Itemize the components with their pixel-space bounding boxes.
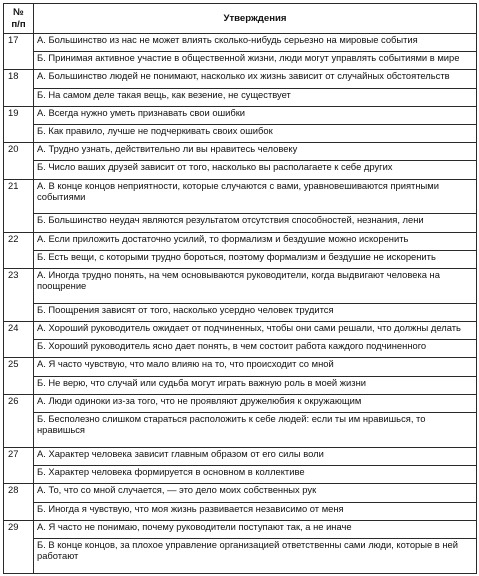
- table-row: [4, 447, 477, 465]
- table-row: [4, 52, 477, 70]
- row-number: 20: [4, 143, 34, 179]
- row-number: 27: [4, 447, 34, 483]
- statement-b: Б. Иногда я чувствую, что моя жизнь развивается независимо от меня: [34, 502, 477, 520]
- table-row: [4, 214, 477, 232]
- row-number: 22: [4, 232, 34, 268]
- statement-b: Б. Не верю, что случай или судьба могут играть важную роль в моей жизни: [34, 376, 477, 394]
- table-row: [4, 520, 477, 538]
- statement-a: А. Характер человека зависит главным образом от его силы воли: [34, 447, 477, 465]
- table-row: [4, 179, 477, 214]
- table-row: [4, 394, 477, 412]
- table-row: [4, 340, 477, 358]
- table-row: [4, 250, 477, 268]
- table-row: [4, 322, 477, 340]
- statement-a: А. Я часто не понимаю, почему руководители поступают так, а не иначе: [34, 520, 477, 538]
- table-row: [4, 502, 477, 520]
- row-number: 26: [4, 394, 34, 447]
- table-row: [4, 124, 477, 142]
- row-number: 23: [4, 268, 34, 321]
- row-number: 24: [4, 322, 34, 358]
- table-row: [4, 232, 477, 250]
- statement-b: Б. Большинство неудач являются результатом отсутствия способностей, незнания, лени: [34, 214, 477, 232]
- statement-b: Б. Поощрения зависят от того, насколько усердно человек трудится: [34, 303, 477, 321]
- statement-a: А. То, что со мной случается, — это дело моих собственных рук: [34, 484, 477, 502]
- row-number: 18: [4, 70, 34, 106]
- statement-a: А. Трудно узнать, действительно ли вы нравитесь человеку: [34, 143, 477, 161]
- table-row: [4, 34, 477, 52]
- statement-b: Б. Хороший руководитель ясно дает понять, в чем состоит работа каждого подчиненного: [34, 340, 477, 358]
- table-row: [4, 88, 477, 106]
- statement-a: А. Большинство людей не понимают, насколько их жизнь зависит от случайных обстоятельств: [34, 70, 477, 88]
- statement-a: А. Иногда трудно понять, на чем основываются руководители, когда выдвигают человека на поощрение: [34, 268, 477, 303]
- table-row: [4, 484, 477, 502]
- number-header-line2: п/п: [11, 18, 26, 30]
- table-body: [4, 34, 477, 574]
- table-row: [4, 268, 477, 303]
- statement-a: А. В конце концов неприятности, которые случаются с вами, уравновешиваются приятными событиями: [34, 179, 477, 214]
- statement-a: А. Хороший руководитель ожидает от подчиненных, чтобы они сами решали, что должны делать: [34, 322, 477, 340]
- statement-b: Б. Характер человека формируется в основном в коллективе: [34, 466, 477, 484]
- table-row: [4, 538, 477, 573]
- table-row: [4, 70, 477, 88]
- row-number: 25: [4, 358, 34, 394]
- table-row: [4, 303, 477, 321]
- row-number: 19: [4, 106, 34, 142]
- table-row: [4, 376, 477, 394]
- statement-a: А. Если приложить достаточно усилий, то формализм и бездушие можно искоренить: [34, 232, 477, 250]
- statement-b: Б. Число ваших друзей зависит от того, насколько вы располагаете к себе других: [34, 161, 477, 179]
- table-header-row: [4, 4, 477, 34]
- statement-b: Б. Как правило, лучше не подчеркивать своих ошибок: [34, 124, 477, 142]
- statement-a: А. Большинство из нас не может влиять сколько-нибудь серьезно на мировые события: [34, 34, 477, 52]
- statement-a: А. Всегда нужно уметь признавать свои ошибки: [34, 106, 477, 124]
- number-header-line1: №: [13, 7, 24, 18]
- statement-a: А. Я часто чувствую, что мало влияю на то, что происходит со мной: [34, 358, 477, 376]
- row-number: 17: [4, 34, 34, 70]
- statement-b: Б. Принимая активное участие в общественной жизни, люди могут управлять событиями в мире: [34, 52, 477, 70]
- statement-b: Б. На самом деле такая вещь, как везение, не существует: [34, 88, 477, 106]
- statement-a: А. Люди одиноки из-за того, что не проявляют дружелюбия к окружающим: [34, 394, 477, 412]
- statements-column-header: Утверждения: [34, 4, 477, 34]
- statement-b: Б. Бесполезно слишком стараться расположить к себе людей: если ты им нравишься, то нравишься: [34, 413, 477, 448]
- table-row: [4, 106, 477, 124]
- row-number: 21: [4, 179, 34, 232]
- number-column-header: [4, 4, 34, 34]
- table-row: [4, 358, 477, 376]
- statement-b: Б. Есть вещи, с которыми трудно бороться, поэтому формализм и бездушие не искоренить: [34, 250, 477, 268]
- statements-table: [3, 3, 477, 574]
- row-number: 28: [4, 484, 34, 520]
- table-row: [4, 466, 477, 484]
- table-row: [4, 413, 477, 448]
- table-row: [4, 143, 477, 161]
- statement-b: Б. В конце концов, за плохое управление организацией ответственны сами люди, которые в ней работают: [34, 538, 477, 573]
- row-number: 29: [4, 520, 34, 573]
- table-row: [4, 161, 477, 179]
